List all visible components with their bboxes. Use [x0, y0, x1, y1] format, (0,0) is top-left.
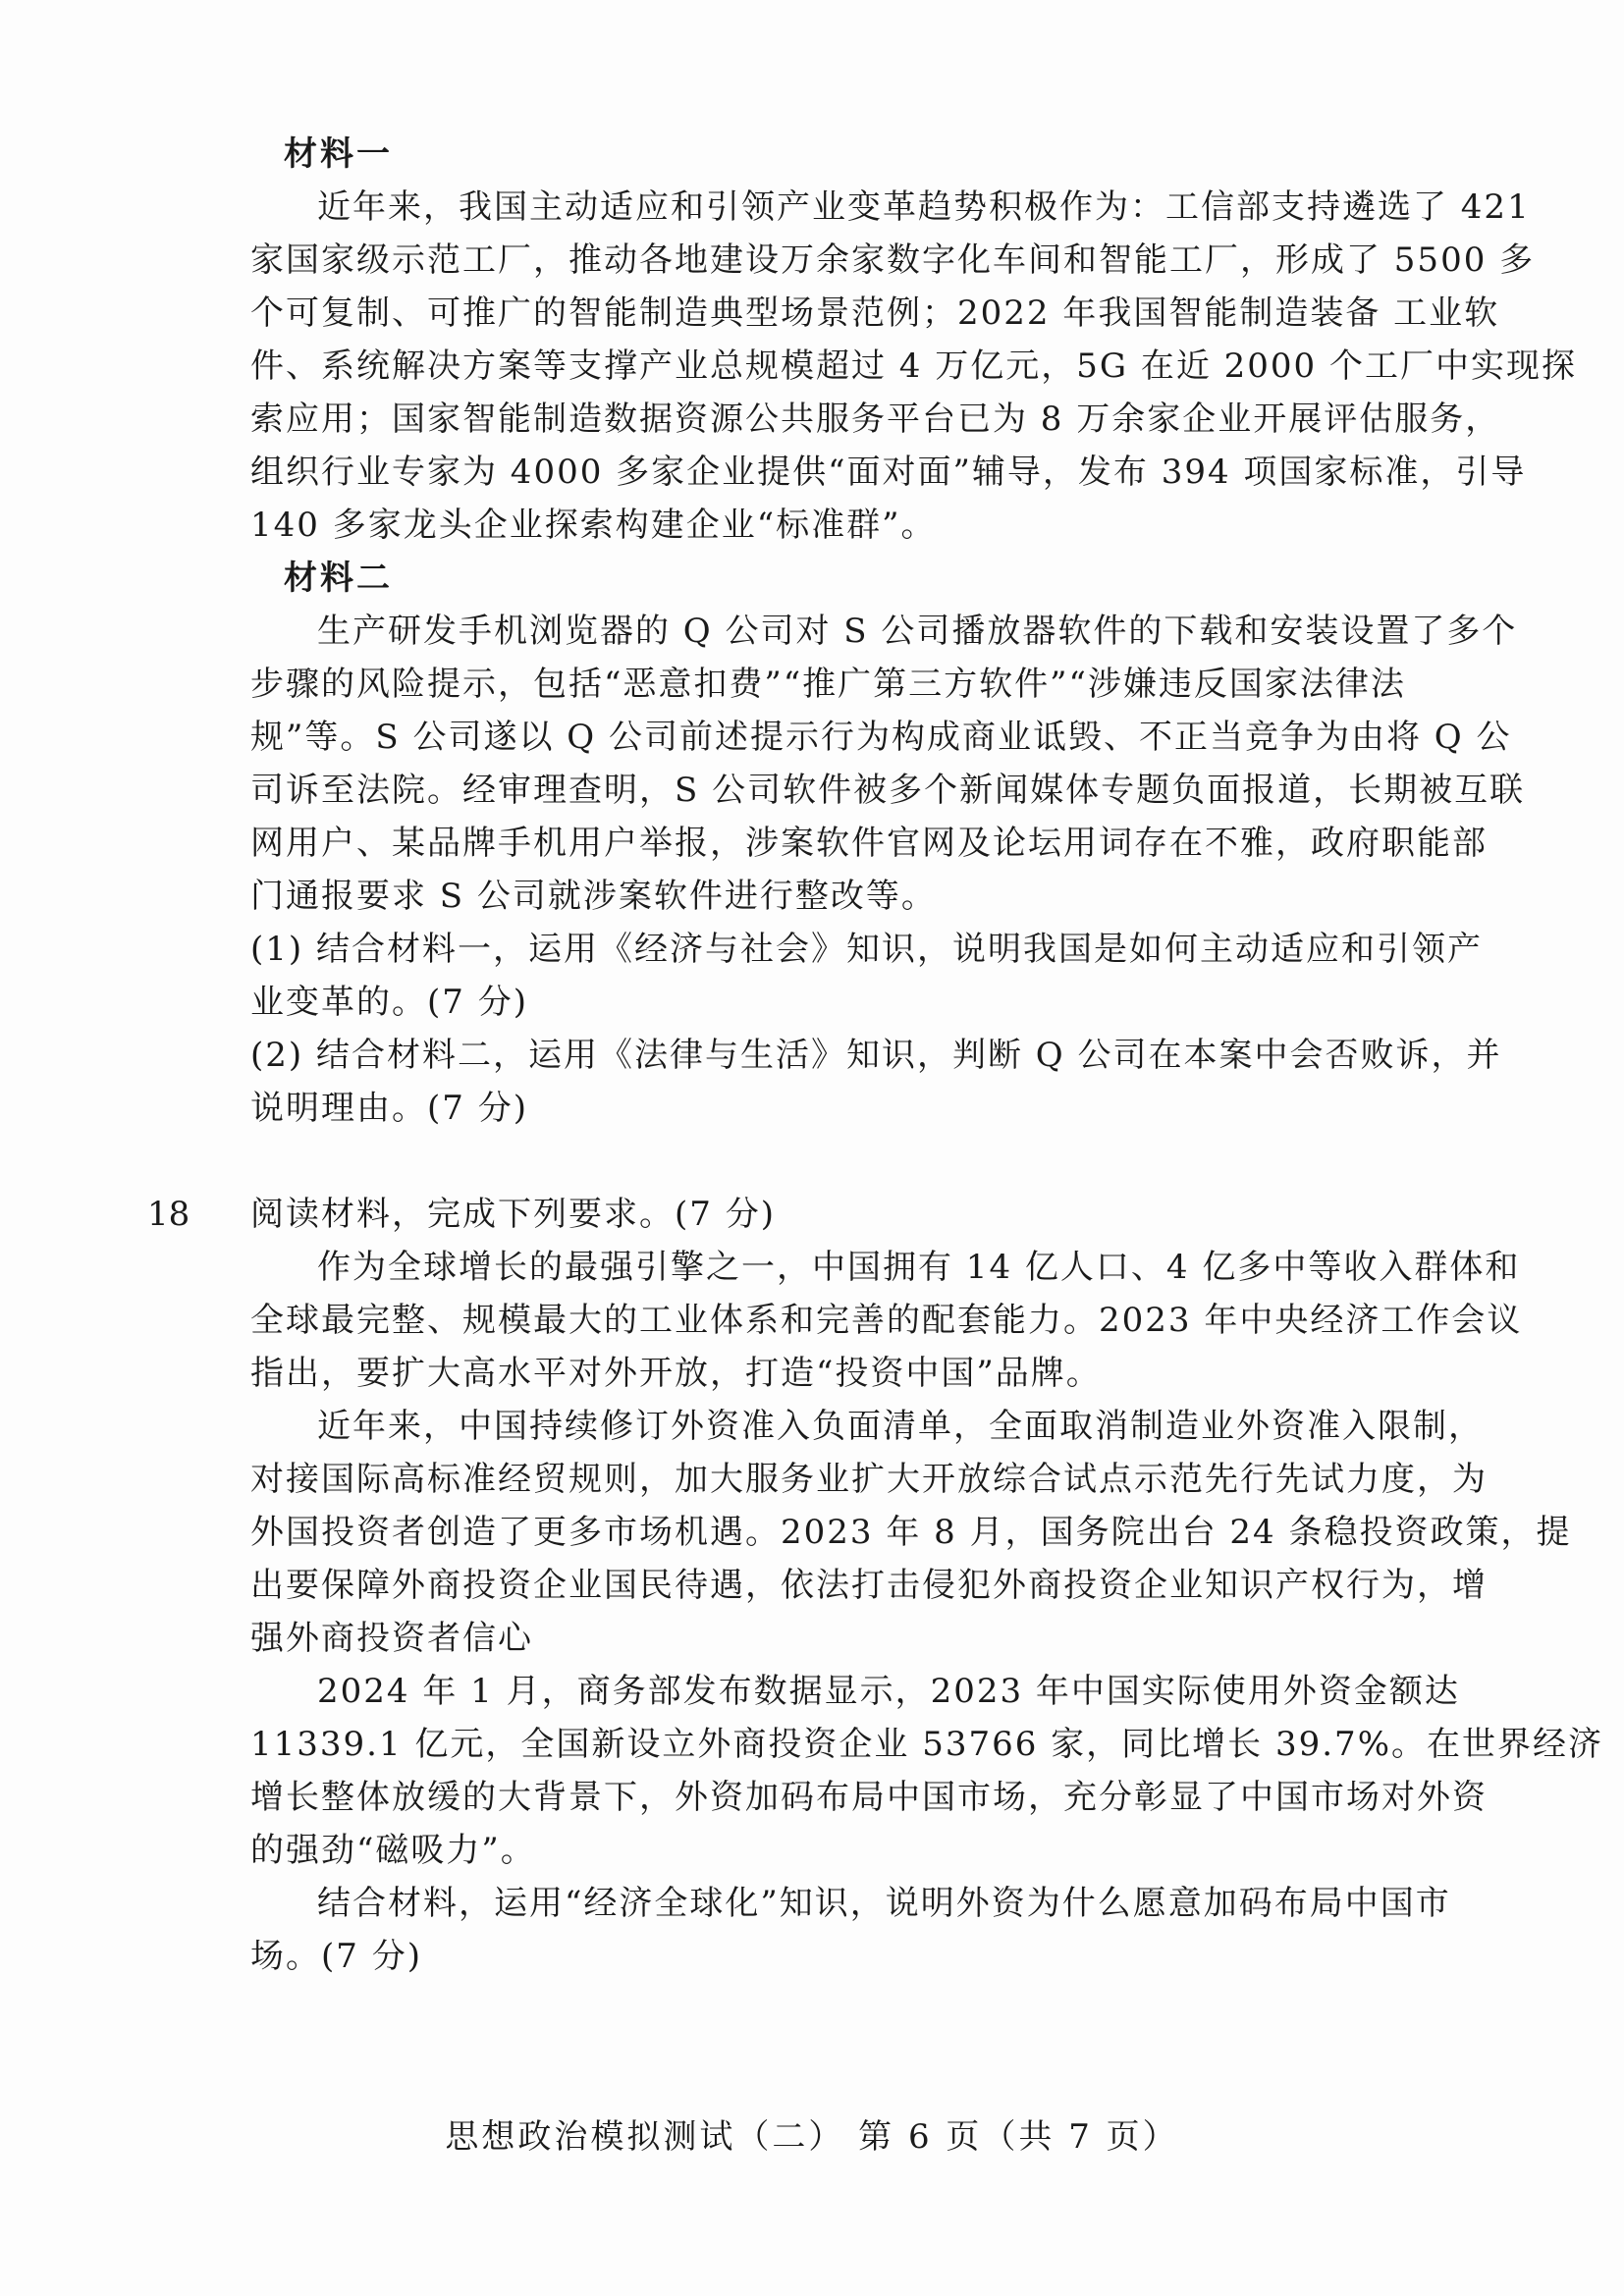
question-18-paragraph-3	[250, 1665, 1603, 1877]
text-line: 2024 年 1 月，商务部发布数据显示，2023 年中国实际使用外资金额达	[317, 1672, 1460, 1711]
spacer	[250, 1135, 1443, 1188]
text-line: 近年来，中国持续修订外资准入负面清单，全面取消制造业外资准入限制，	[317, 1407, 1484, 1446]
question-18-paragraph-1	[250, 1241, 1523, 1400]
material1-paragraph	[250, 181, 1577, 552]
text-line: 门通报要求 S 公司就涉案软件进行整改等。	[250, 877, 937, 916]
text-line: 增长整体放缓的大背景下，外资加码布局中国市场，充分彰显了中国市场对外资	[250, 1778, 1488, 1817]
text-line: 说明理由。(7 分)	[250, 1089, 528, 1128]
text-line: 的强劲“磁吸力”。	[250, 1831, 536, 1870]
text-line: 规”等。S 公司遂以 Q 公司前述提示行为构成商业诋毁、不正当竞争为由将 Q 公	[250, 718, 1512, 757]
text-line: 强外商投资者信心	[250, 1619, 533, 1658]
question-17-part-1	[250, 923, 1483, 1029]
material2-paragraph	[250, 605, 1526, 923]
text-line: 近年来，我国主动适应和引领产业变革趋势积极作为：工信部支持遴选了 421	[317, 187, 1531, 227]
text-line: 业变革的。(7 分)	[250, 983, 528, 1022]
question-18	[147, 1188, 1603, 1983]
text-line: 司诉至法院。经审理查明，S 公司软件被多个新闻媒体专题负面报道，长期被互联	[250, 771, 1526, 810]
material1-heading: 材料一	[284, 134, 393, 174]
text-line: 对接国际高标准经贸规则，加大服务业扩大开放综合试点示范先行先试力度，为	[250, 1460, 1488, 1499]
page-content	[147, 128, 1603, 1983]
material2-heading: 材料二	[284, 559, 393, 598]
text-line: (2) 结合材料二，运用《法律与生活》知识，判断 Q 公司在本案中会否败诉，并	[250, 1036, 1502, 1075]
question-18-paragraph-2	[250, 1400, 1572, 1665]
text-line: 件、系统解决方案等支撑产业总规模超过 4 万亿元，5G 在近 2000 个工厂中实现探	[250, 347, 1577, 386]
text-line: 生产研发手机浏览器的 Q 公司对 S 公司播放器软件的下载和安装设置了多个	[317, 612, 1518, 651]
text-line: 全球最完整、规模最大的工业体系和完善的配套能力。2023 年中央经济工作会议	[250, 1301, 1523, 1340]
text-line: 外国投资者创造了更多市场机遇。2023 年 8 月，国务院出台 24 条稳投资政策，提	[250, 1513, 1572, 1552]
text-line: 指出，要扩大高水平对外开放，打造“投资中国”品牌。	[250, 1354, 1102, 1393]
text-line: 索应用；国家智能制造数据资源公共服务平台已为 8 万余家企业开展评估服务，	[250, 400, 1501, 439]
page-footer: 思想政治模拟测试（二） 第 6 页（共 7 页）	[445, 2117, 1179, 2157]
text-line: 结合材料，运用“经济全球化”知识，说明外资为什么愿意加码布局中国市	[317, 1884, 1451, 1923]
text-line: 140 多家龙头企业探索构建企业“标准群”。	[250, 506, 937, 545]
question-18-task	[250, 1877, 1451, 1983]
text-line: 网用户、某品牌手机用户举报，涉案软件官网及论坛用词存在不雅，政府职能部	[250, 824, 1488, 863]
text-line: 作为全球增长的最强引擎之一，中国拥有 14 亿人口、4 亿多中等收入群体和	[317, 1248, 1521, 1287]
text-line: 11339.1 亿元，全国新设立外商投资企业 53766 家，同比增长 39.7%。在世界经济	[250, 1725, 1603, 1764]
text-line: 个可复制、可推广的智能制造典型场景范例；2022 年我国智能制造装备 工业软	[250, 294, 1500, 333]
text-line: (1) 结合材料一，运用《经济与社会》知识，说明我国是如何主动适应和引领产	[250, 930, 1483, 969]
text-line: 组织行业专家为 4000 多家企业提供“面对面”辅导，发布 394 项国家标准，引导	[250, 453, 1527, 492]
question-17-part-2	[250, 1029, 1502, 1135]
text-line: 出要保障外商投资企业国民待遇，依法打击侵犯外商投资企业知识产权行为，增	[250, 1566, 1488, 1605]
text-line: 场。(7 分)	[250, 1937, 422, 1976]
question-prompt: 阅读材料，完成下列要求。(7 分)	[250, 1195, 776, 1234]
text-line: 家国家级示范工厂，推动各地建设万余家数字化车间和智能工厂，形成了 5500 多	[250, 240, 1536, 280]
question-number: 18	[147, 1195, 190, 1234]
text-line: 步骤的风险提示，包括“恶意扣费”“推广第三方软件”“涉嫌违反国家法律法	[250, 665, 1406, 704]
